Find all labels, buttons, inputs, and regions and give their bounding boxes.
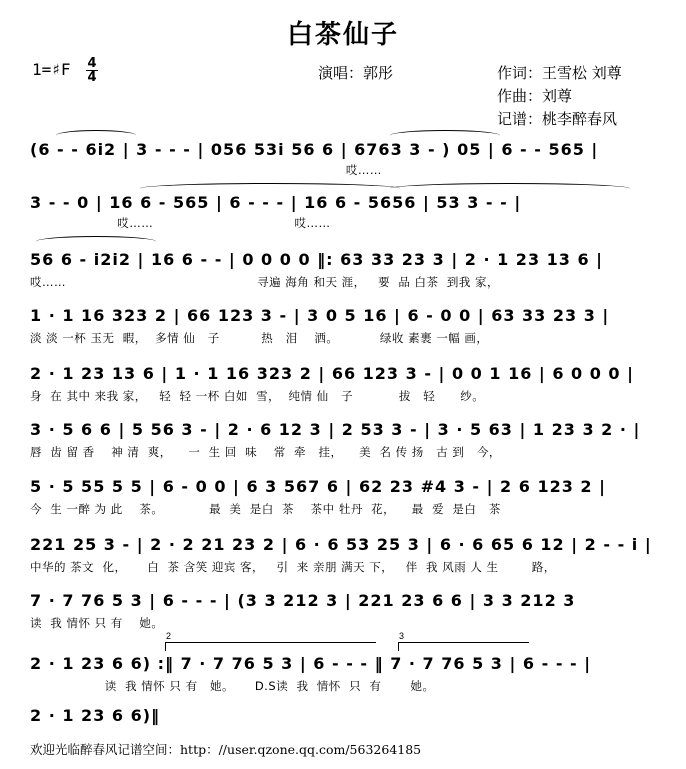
slur-mark <box>36 236 156 247</box>
lyric-line: 读 我 情怀 只 有 她。 <box>30 616 164 630</box>
notation-line: 1 · 1 16 323 2 | 66 123 3 - | 3 0 5 16 | 6 - 0 0 | 63 33 23 3 | <box>30 306 610 325</box>
lyric-line: 淡 淡 一杯 玉无 暇， 多情 仙 子 热 泪 洒。 绿收 素裹 一幅 画， <box>30 331 489 345</box>
key-signature: 1=♯F <box>32 60 71 79</box>
notation-line: 2 · 1 23 13 6 | 1 · 1 16 323 2 | 66 123 3 - | 0 0 1 16 | 6 0 0 0 | <box>30 364 634 383</box>
lyric-line: 身 在 其中 来我 家， 轻 轻 一杯 白如 雪， 纯情 仙 子 拔 轻 纱。 <box>30 389 485 403</box>
notation-line: 2 · 1 23 6 6)‖ <box>30 706 161 725</box>
lyric-line: 中华的 茶文 化， 白 茶 含笑 迎宾 客， 引 来 亲朋 满天 下， 伴 我 风雨 人 生 路， <box>30 560 556 574</box>
notation-line: 3 - - 0 | 16 6 - 565 | 6 - - - | 16 6 - 5656 | 53 3 - - | <box>30 193 522 212</box>
time-signature <box>86 58 98 83</box>
transcriber-credit: 记谱：桃李醉春风 <box>497 110 618 128</box>
time-signature-top: 4 <box>87 56 97 71</box>
singer-credit: 演唱：郭彤 <box>318 64 394 82</box>
footer-link-text: 欢迎光临醉春风记谱空间：http：//user.qzone.qq.com/563264185 <box>30 742 422 757</box>
notation-line: 5 · 5 55 5 5 | 6 - 0 0 | 6 3 567 6 | 62 23 #4 3 - | 2 6 123 2 | <box>30 477 606 496</box>
lyric-line: 读 我 情怀 只 有 她。 D.S读 我 情怀 只 有 她。 <box>30 679 435 693</box>
volta-number-first: 2 <box>166 631 172 641</box>
composer-credit: 作曲：刘尊 <box>497 87 573 105</box>
notation-line: (6 - - 6i2 | 3 - - - | 056 53i 56 6 | 6763 3 - ) 05 | 6 - - 565 | <box>30 140 599 159</box>
lyric-line: 哎…… 寻遍 海角 和天 涯， 要 品 白茶 到我 家， <box>30 275 500 289</box>
lyric-line: 今 生 一醉 为 此 茶。 最 美 是白 茶 茶中 牡丹 花， 最 爱 是白 茶 <box>30 502 501 516</box>
volta-bracket-first <box>165 631 376 651</box>
notation-line: 7 · 7 76 5 3 | 6 - - - | (3 3 212 3 | 221 23 6 6 | 3 3 212 3 <box>30 591 576 610</box>
song-title: 白茶仙子 <box>286 20 399 50</box>
lyric-line: 哎…… <box>30 163 382 177</box>
lyric-line: 唇 齿 留 香 神 清 爽， 一 生 回 味 常 牵 挂， 美 名 传 扬 古 到 今， <box>30 445 501 459</box>
time-signature-bottom: 4 <box>87 70 97 85</box>
lyric-line: 哎…… 哎…… <box>30 216 331 230</box>
notation-line: 221 25 3 - | 2 · 2 21 23 2 | 6 · 6 53 25 3 | 6 · 6 65 6 12 | 2 - - i | <box>30 535 652 554</box>
notation-line: 3 · 5 6 6 | 5 56 3 - | 2 · 6 12 3 | 2 53 3 - | 3 · 5 63 | 1 23 3 2 · | <box>30 420 641 439</box>
notation-line: 2 · 1 23 6 6) :‖ 7 · 7 76 5 3 | 6 - - - ‖ 7 · 7 76 5 3 | 6 - - - | <box>30 654 592 673</box>
volta-bracket-second <box>398 631 529 651</box>
notation-line: 56 6 - i2i2 | 16 6 - - | 0 0 0 0 ‖: 63 33 23 3 | 2 · 1 23 13 6 | <box>30 250 604 269</box>
lyricist-credit: 作词：王雪松 刘尊 <box>497 64 622 82</box>
volta-number-second: 3 <box>399 631 405 641</box>
